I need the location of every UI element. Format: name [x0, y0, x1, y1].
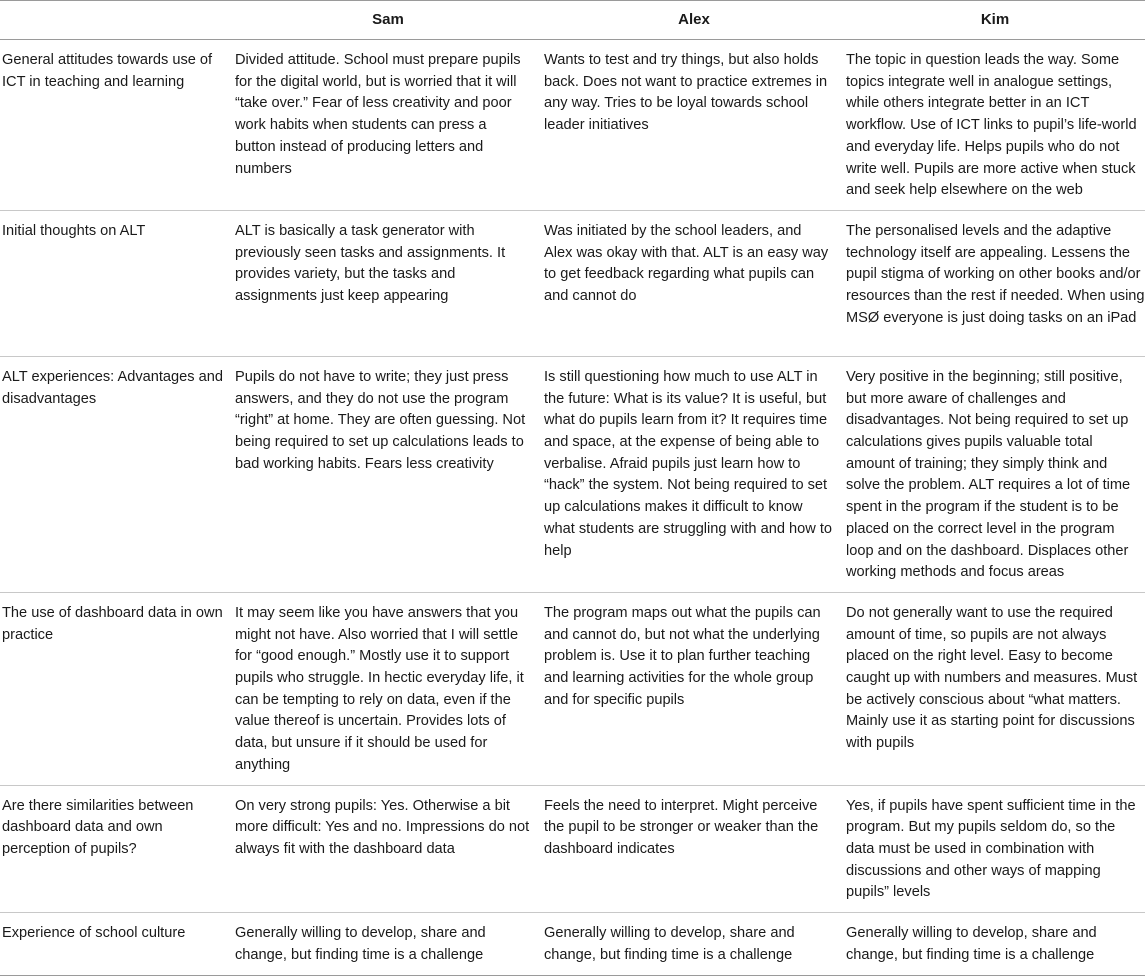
cell-alex: Feels the need to interpret. Might perceive the pupil to be stronger or weaker than the dashboard indicates [543, 785, 845, 913]
cell-kim: Do not generally want to use the required amount of time, so pupils are not always placed on the right level. Easy to become caught up with numbers and measures. Must be actively conscious about “what matters. Mainly use it as starting point for discussions with pupils [845, 592, 1145, 785]
table-row [0, 40, 1145, 211]
header-alex: Alex [543, 1, 845, 40]
header-row [0, 1, 1145, 40]
cell-kim: Generally willing to develop, share and change, but finding time is a challenge [845, 913, 1145, 975]
cell-kim: Very positive in the beginning; still positive, but more aware of challenges and disadvantages. Not being required to set up calculations gives pupils valuable total amount of training; they simply think and solve the problem. ALT requires a lot of time spent in the program if the student is to be placed on the correct level in the program loop and on the dashboard. Displaces other working methods and focus areas [845, 356, 1145, 592]
header-kim: Kim [845, 1, 1145, 40]
row-label: Initial thoughts on ALT [0, 210, 233, 356]
row-label: Are there similarities between dashboard data and own perception of pupils? [0, 785, 233, 913]
cell-sam: Pupils do not have to write; they just press answers, and they do not use the program “right” at home. They are often guessing. Not being required to set up calculations leads to bad working habits. Fears less creativity [233, 356, 543, 592]
table-row [0, 356, 1145, 592]
cell-sam: Divided attitude. School must prepare pupils for the digital world, but is worried that it will “take over.” Fear of less creativity and poor work habits when students can press a button instead of producing letters and numbers [233, 40, 543, 211]
row-label: Experience of school culture [0, 913, 233, 975]
cell-sam: On very strong pupils: Yes. Otherwise a bit more difficult: Yes and no. Impressions do not always fit with the dashboard data [233, 785, 543, 913]
table-row [0, 592, 1145, 785]
row-label: ALT experiences: Advantages and disadvantages [0, 356, 233, 592]
cell-alex: The program maps out what the pupils can and cannot do, but not what the underlying problem is. Use it to plan further teaching and learning activities for the whole group and for specific pupils [543, 592, 845, 785]
table-row [0, 913, 1145, 975]
row-label: General attitudes towards use of ICT in teaching and learning [0, 40, 233, 211]
table-row [0, 785, 1145, 913]
header-empty [0, 1, 233, 40]
cell-sam: It may seem like you have answers that you might not have. Also worried that I will settle for “good enough.” Mostly use it to support pupils who struggle. In hectic everyday life, it can be tempting to rely on data, even if the value thereof is uncertain. Provides lots of data, but unsure if it should be used for anything [233, 592, 543, 785]
cell-alex: Wants to test and try things, but also holds back. Does not want to practice extremes in any way. Tries to be loyal towards school leader initiatives [543, 40, 845, 211]
row-label: The use of dashboard data in own practice [0, 592, 233, 785]
cell-sam: Generally willing to develop, share and change, but finding time is a challenge [233, 913, 543, 975]
cell-alex: Generally willing to develop, share and change, but finding time is a challenge [543, 913, 845, 975]
cell-alex: Was initiated by the school leaders, and Alex was okay with that. ALT is an easy way to get feedback regarding what pupils can and cannot do [543, 210, 845, 356]
cell-kim: The topic in question leads the way. Some topics integrate well in analogue settings, while others integrate better in an ICT workflow. Use of ICT links to pupil’s life-world and everyday life. Helps pupils who do not write well. Pupils are more active when stuck and seek help elsewhere on the web [845, 40, 1145, 211]
header-sam: Sam [233, 1, 543, 40]
cell-alex: Is still questioning how much to use ALT in the future: What is its value? It is useful, but what do pupils learn from it? It requires time and space, at the expense of being able to verbalise. Afraid pupils just learn how to “hack” the system. Not being required to set up calculations makes it difficult to know what students are struggling with and how to help [543, 356, 845, 592]
cell-kim: The personalised levels and the adaptive technology itself are appealing. Lessens the pupil stigma of working on other books and/or resources than the rest if needed. When using MSØ everyone is just doing tasks on an iPad [845, 210, 1145, 356]
cell-sam: ALT is basically a task generator with previously seen tasks and assignments. It provides variety, but the tasks and assignments just keep appearing [233, 210, 543, 356]
cell-kim: Yes, if pupils have spent sufficient time in the program. But my pupils seldom do, so the data must be used in combination with discussions and other ways of mapping pupils” levels [845, 785, 1145, 913]
table-row [0, 210, 1145, 356]
